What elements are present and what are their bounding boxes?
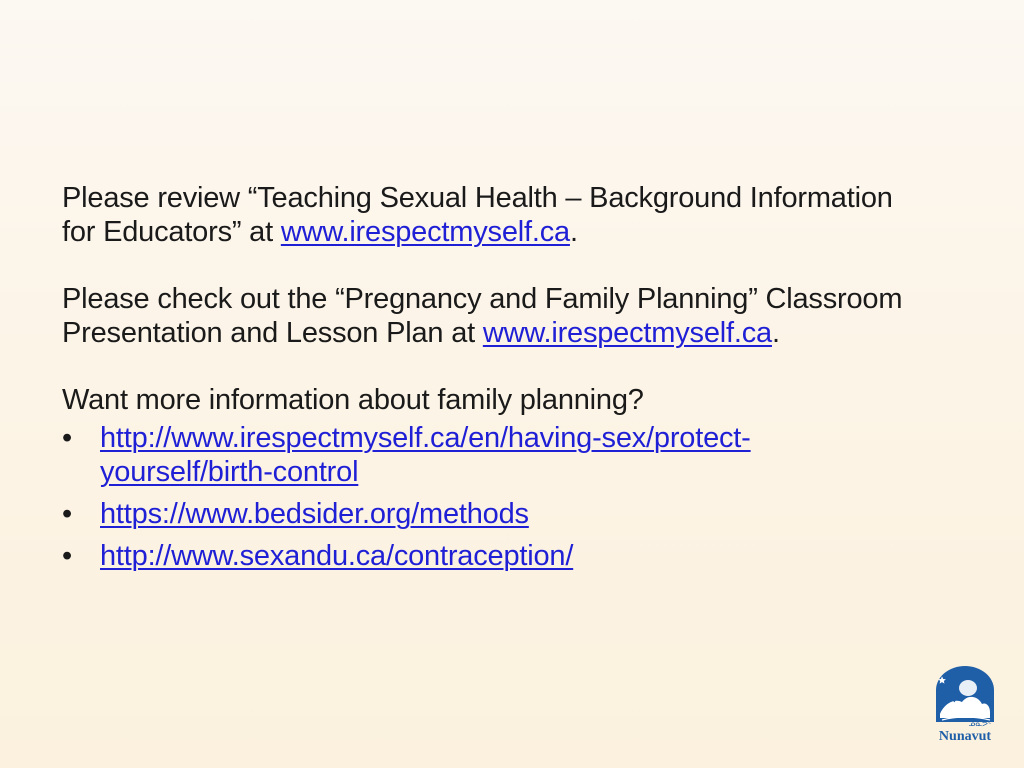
- paragraph-review-period: .: [569, 216, 578, 248]
- bedsider-link[interactable]: https://www.bedsider.org/methods: [100, 498, 529, 530]
- paragraph-more-info: Want more information about family planning?: [62, 384, 644, 416]
- list-item: [62, 539, 922, 573]
- bullet-icon: •: [62, 498, 72, 530]
- paragraph-check-out-period: .: [771, 317, 780, 349]
- paragraph-check-out: [62, 282, 922, 350]
- bullet-icon: •: [62, 540, 72, 572]
- paragraph-review: [62, 181, 922, 249]
- nunavut-logo: [932, 664, 998, 746]
- logo-wordmark: Nunavut: [938, 729, 992, 744]
- paragraph-review-text: Please review “Teaching Sexual Health – Background Information for Educators” at: [62, 182, 893, 248]
- irespectmyself-link[interactable]: www.irespectmyself.ca: [280, 216, 570, 248]
- list-item: [62, 497, 922, 531]
- slide-content: [62, 181, 922, 581]
- sexandu-link[interactable]: http://www.sexandu.ca/contraception/: [100, 540, 574, 572]
- bullet-icon: •: [62, 422, 72, 454]
- resource-link-list: [62, 421, 922, 573]
- list-item: [62, 421, 922, 489]
- birth-control-link[interactable]: http://www.irespectmyself.ca/en/having-sex/protect-yourself/birth-control: [100, 422, 751, 488]
- irespectmyself-link-2[interactable]: www.irespectmyself.ca: [482, 317, 772, 349]
- logo-syllabics: ᓄᓇᕗᑦ: [968, 719, 992, 728]
- paragraph-check-out-text: Please check out the “Pregnancy and Family Planning” Classroom Presentation and Lesson Plan at: [62, 283, 903, 349]
